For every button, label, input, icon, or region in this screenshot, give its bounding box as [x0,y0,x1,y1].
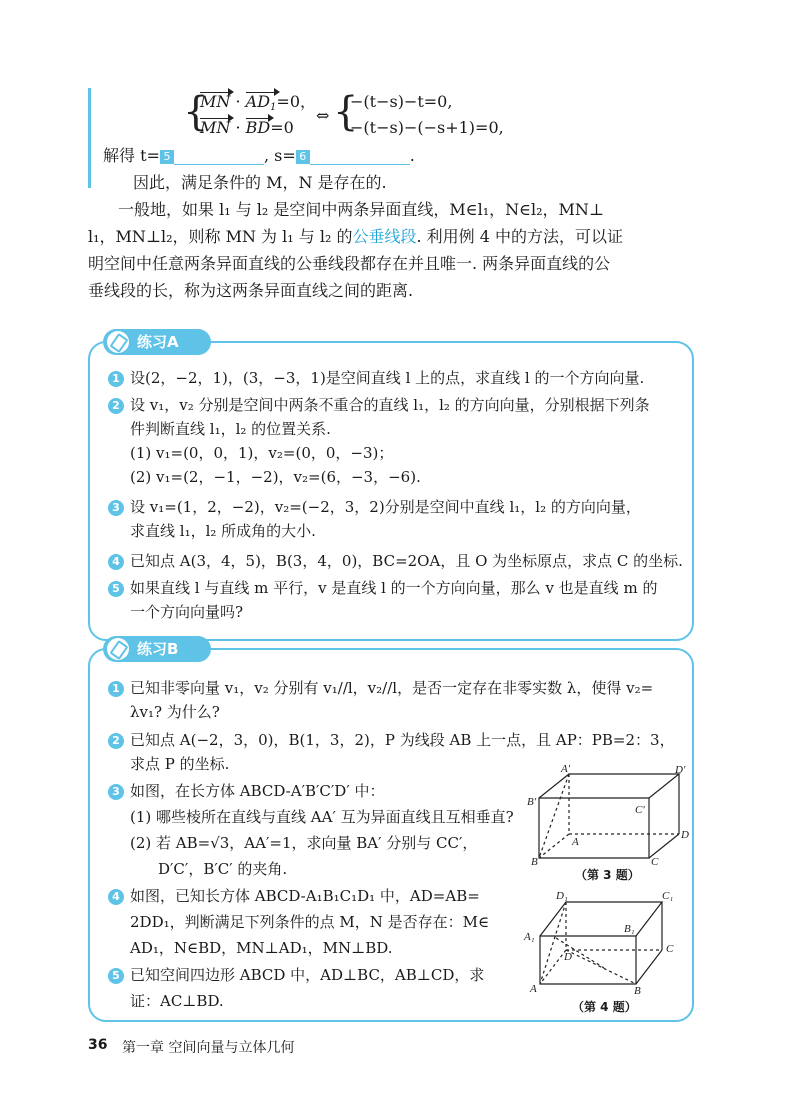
exercise-b-tab [103,636,211,662]
item-text: 2DD₁，判断满足下列条件的点 M，N 是否存在：M∈ [130,913,490,931]
item-text: 已知点 A(3，4，5)，B(3，4，0)，BC=2OA，且 O 为坐标原点，求点 C 的坐标. [130,552,683,570]
item-text: 已知点 A(−2，3，0)，B(1，3，2)，P 为线段 AB 上一点，且 AP：PB=2：3， [130,731,675,749]
item-text: 如图，在长方体 ABCD-A′B′C′D′ 中： [130,782,385,800]
exercise-b-item-1 [108,676,653,724]
paragraph-line-3: 明空间中任意两条异面直线的公垂线段都存在并且唯一. 两条异面直线的公 [88,254,611,273]
item-number-badge: 2 [108,398,124,414]
fig4-label-A: A [530,983,537,995]
figure-3-cuboid [525,763,689,868]
exercise-b-item-3 [108,778,514,882]
item-text: 求直线 l₁，l₂ 所成角的大小. [130,522,316,540]
item-text: (1) v₁=(0，0，1)，v₂=(0，0，−3)； [130,444,394,462]
figure-4-caption: （第 4 题） [572,1000,637,1014]
conclusion-text: 因此，满足条件的 M，N 是存在的. [133,173,387,192]
fig4-label-C: C [666,943,674,955]
pencil-icon [107,331,129,353]
item-number-badge: 4 [108,889,124,905]
keyword-common-perpendicular: 公垂线段 [352,227,417,246]
fig4-label-B: B [634,985,641,997]
fig3-label-B1: B′ [527,796,537,808]
fig4-label-D: D [564,951,572,963]
equation-left-1: MN · $AD_1=0$， [200,91,316,119]
item-text: 设 v₁=(1，2，−2)，v₂=(−2，3，2)分别是空间中直线 l₁，l₂ 的方向向量， [130,498,641,516]
item-text: 如果直线 l 与直线 m 平行，v 是直线 l 的一个方向向量，那么 v 也是直线 m 的 [130,579,658,597]
exercise-a-item-2 [108,393,650,489]
figure-4-cuboid [520,888,685,996]
item-number-badge: 1 [108,371,124,387]
item-text: D′C′，B′C′ 的夹角. [158,860,288,878]
margin-bar-top [88,88,91,188]
item-number-badge: 4 [108,554,124,570]
exercise-a-item-4 [108,549,683,573]
pencil-icon [107,638,129,660]
iff-symbol: ⇔ [316,106,330,125]
fig3-label-A: A [572,836,579,848]
item-number-badge: 3 [108,784,124,800]
exercise-b-item-4 [108,883,489,961]
answer-badge-6: 6 [296,150,310,164]
equation-right-2: −(t−s)−(−s+1)=0, [350,118,504,137]
item-number-badge: 2 [108,733,124,749]
item-number-badge: 3 [108,500,124,516]
paragraph-line-2b: . 利用例 4 中的方法，可以证 [416,227,624,246]
fig4-label-D1: D₁ [556,890,568,902]
paragraph-line-1: 一般地，如果 l₁ 与 l₂ 是空间中两条异面直线，M∈l₁，N∈l₂，MN⊥ [118,200,604,219]
page-number: 36 [88,1037,108,1053]
fig3-label-D1: D′ [675,764,686,776]
item-text: 设(2，−2，1)，(3，−3，1)是空间直线 l 上的点，求直线 l 的一个方向向量. [130,369,645,387]
s-label: , s= [263,146,296,165]
item-text: 件判断直线 l₁，l₂ 的位置关系. [130,420,331,438]
fig3-label-D: D [681,829,689,841]
paragraph-line-2a: l₁，MN⊥l₂，则称 MN 为 l₁ 与 l₂ 的 [88,227,353,246]
item-text: AD₁，N∈BD，MN⊥AD₁，MN⊥BD. [130,939,393,957]
fig3-label-C: C [651,856,659,868]
equation-left-2: MN · BD=0 [200,118,294,137]
paragraph-line-2 [88,226,623,248]
figure-3-caption: （第 3 题） [575,868,640,882]
exercise-a-item-3 [108,495,641,543]
item-text: λv₁? 为什么? [130,703,220,721]
item-number-badge: 5 [108,581,124,597]
item-text: (1) 哪些棱所在直线与直线 AA′ 互为异面直线且互相垂直? [130,808,514,826]
fig4-label-B1: B₁ [624,923,635,935]
equation-right-1: −(t−s)−t=0, [350,92,453,111]
fig3-label-A1: A′ [561,763,571,775]
system-brace-right: { [333,89,359,135]
fig3-label-B: B [531,856,538,868]
item-number-badge: 1 [108,681,124,697]
item-text: 一个方向向量吗? [130,603,244,621]
chapter-title: 第一章 空间向量与立体几何 [122,1040,295,1056]
answer-badge-5: 5 [160,150,174,164]
fig3-label-C1: C′ [635,804,645,816]
item-text: 设 v₁，v₂ 分别是空间中两条不重合的直线 l₁，l₂ 的方向向量，分别根据下列条 [130,396,650,414]
exercise-b-title: 练习B [137,640,179,658]
item-text: (2) 若 AB=√3，AA′=1，求向量 BA′ 分别与 CC′， [130,834,478,852]
exercise-b-item-5 [108,962,484,1014]
item-number-badge: 5 [108,968,124,984]
exercise-a-item-5 [108,576,657,624]
solve-line [103,145,415,167]
solve-prefix: 解得 t= [103,146,160,165]
fig4-label-A1: A₁ [524,931,535,943]
item-text: (2) v₁=(2，−1，−2)，v₂=(6，−3，−6). [130,468,421,486]
item-text: 已知非零向量 v₁，v₂ 分别有 v₁//l，v₂//l，是否一定存在非零实数 λ，使得 v₂= [130,679,654,697]
item-text: 证：AC⊥BD. [130,992,224,1010]
system-brace-left: { [183,89,209,135]
exercise-a-tab [103,329,211,355]
exercise-a-title: 练习A [137,333,179,351]
item-text: 求点 P 的坐标. [130,755,230,773]
exercise-a-item-1 [108,366,644,390]
paragraph-line-4: 垂线段的长，称为这两条异面直线之间的距离. [88,281,414,300]
item-text: 已知空间四边形 ABCD 中，AD⊥BC，AB⊥CD，求 [130,966,485,984]
period: . [409,146,415,165]
answer-blank-5 [174,148,264,165]
answer-blank-6 [310,148,410,165]
fig4-label-C1: C₁ [662,890,674,902]
item-text: 如图，已知长方体 ABCD-A₁B₁C₁D₁ 中，AD=AB= [130,887,480,905]
